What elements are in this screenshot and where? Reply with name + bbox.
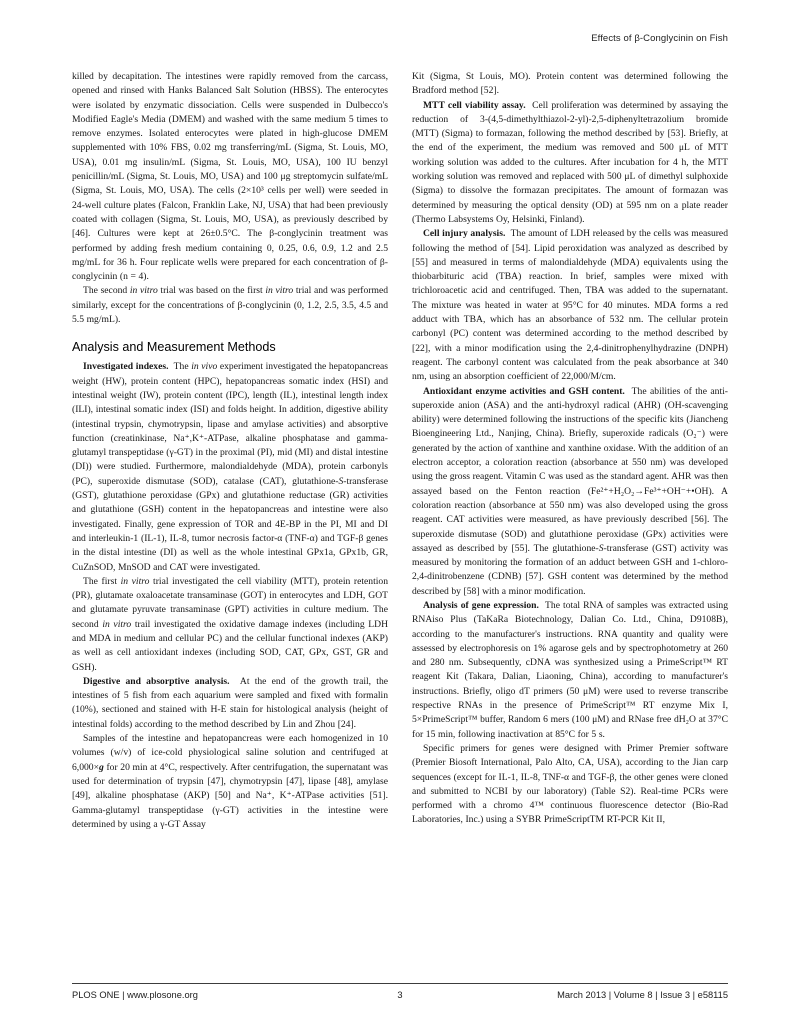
text-run: Antioxidant enzyme activities and GSH content. xyxy=(423,385,625,397)
paragraph xyxy=(72,284,388,327)
running-head: Effects of β-Conglycinin on Fish xyxy=(591,33,728,44)
paragraph xyxy=(412,742,728,828)
text-run: trial investigated the cell viability (MTT), protein retention (PR), glutamate oxaloacetate transaminase (GOT) in enterocytes and LDH, GOT and glutamate pyruvate transaminase (GPT) activities in culture medium. The second xyxy=(72,575,388,630)
text-run: killed by decapitation. The intestines were rapidly removed from the carcass, opened and rinsed with Hanks Balanced Salt Solution (HBSS). The enterocytes were isolated by enzymatic dissociation. Cells were suspended in Dulbecco's Modified Eagle's Media (DMEM) and washed with the same medium 5 times to remove enzymes. Isolated enterocytes were plated in high-glucose DMEM supplemented with 10% FBS, 0.02 mg transferring/mL (Sigma, St. Louis, MO, USA), 0.01 mg insulin/mL (Sigma, St. Louis, MO, USA), 100 IU benzyl penicillin/mL (Sigma, St. Louis, MO, USA) and 100 μg streptomycin sulfate/mL (Sigma, St. Louis, MO, USA). The cells (2×10³ cells per well) were seeded in 24-well culture plates (Falcon, Franklin Lake, NJ, USA) that had been previously coated with collagen (Sigma, St. Louis, MO, USA), as previously described by [46]. Cultures were kept at 26±0.5°C. The β-conglycinin treatment was performed by adding fresh medium containing 0, 0.25, 0.6, 0.9, 1.2 and 2.5 mg/mL for 36 h. Four replicate wells were prepared for each concentration of β-conglycinin (n = 4). xyxy=(72,71,388,283)
paragraph xyxy=(72,575,388,675)
paragraph xyxy=(72,675,388,732)
text-run: The total RNA of samples was extracted using RNAiso Plus (TaKaRa Biotechnology, Dalian Co. Ltd., China, D9108B), according to the manufacturer's instructions. RNA quantity and quality were assessed by electrophoresis on 1% agarose gels and by spectrophotometry at 260 and 280 nm. Subsequently, cDNA was synthesized using a PrimeScript™ RT reagent Kit (Takara, Dalian, Liaoning, China), according to manufacturer's instructions. Briefly, oligo dT primers (50 μM) were used to reverse transcribe respective RNAs in the presence of PrimeScript™ RT enzyme Mix I, 5×PrimeScript™ buffer, Random 6 mers (100 μM) and RNase free dH₂O at 37°C for 15 min, following inactivation at 85°C for 5 s. xyxy=(412,599,728,740)
footer-page-number: 3 xyxy=(397,990,403,1000)
text-run: in vitro xyxy=(102,618,132,630)
page-footer xyxy=(72,983,728,1000)
text-run: Specific primers for genes were designed with Primer Premier software (Premier Biosoft International, Palo Alto, CA, USA), according to the Jian carp sequences (except for IL-1, IL-8, TNF-α and TGF-β, the other genes were cloned and submitted to NCBI by our laboratory) (Table S2). Real-time PCRs were performed with a chromo 4™ continuous fluorescence detector (Bio-Rad Laboratories, Inc.) using a SYBR PrimeScriptTM RT-PCR Kit II, xyxy=(412,742,728,826)
text-run: trial and was performed similarly, except for the concentrations of β-conglycinin (0, 1.2, 2.5, 3.5, 4.5 and 5.5 mg/mL). xyxy=(72,285,389,326)
paragraph xyxy=(72,360,388,574)
paragraph xyxy=(72,70,388,284)
text-run: At the end of the growth trail, the intestines of 5 fish from each aquarium were sampled and fixed with formalin (10%), sectioned and stained with H-E stain for histological analysis (height of intestinal folds) according to the method described by Lin and Zhou [24]. xyxy=(72,675,389,730)
text-run: in vitro xyxy=(129,285,158,297)
left-column xyxy=(72,70,388,832)
text-run: Digestive and absorptive analysis. xyxy=(83,675,230,687)
text-run: The xyxy=(168,361,192,373)
text-run: trail investigated the oxidative damage indexes (including LDH and MDA in medium and cellular PC) and the cellular functional indexes (AKP) as well as cell antioxidant indexes (including SOD, CAT, GPx, GST, GR and GSH). xyxy=(72,618,388,673)
footer-issue-info: March 2013 | Volume 8 | Issue 3 | e58115 xyxy=(557,990,729,1000)
text-run: The abilities of the anti-superoxide anion (ASA) and the anti-hydroxyl radical (AHR) (OH-scavenging ability) were determined following the instructions of the specific kits (Jiancheng Bioengineering Ltd., Nanjing, China). Briefly, superoxide radicals (O₂⁻) were generated by the action of xanthine and xanthine oxidase. With the addition of an electron acceptor, a coloration reaction (absorbance at 550 nm) was developed using the gross reagent. Vitamin C was used as the standard agent. AHR was then assayed based on the Fenton reaction (Fe²⁺+H₂O₂→Fe³⁺+OH⁻+•OH). A coloration reaction (absorbance at 550 nm) was also developed using the gross reagent. CAT activities were measured, as have previously described [56]. The superoxide dismutase (SOD) and glutathione peroxidase (GPx) activities were assayed as described by [55]. The glutathione- xyxy=(412,385,728,554)
text-run: Samples of the intestine and hepatopancreas were each homogenized in 10 volumes (w/v) of ice-cold physiological saline solution and centrifuged at 6,000× xyxy=(72,733,388,773)
text-run: Kit (Sigma, St Louis, MO). Protein content was determined following the Bradford method [52]. xyxy=(412,71,728,97)
right-column xyxy=(412,70,728,832)
paragraph xyxy=(72,732,388,832)
paragraph xyxy=(412,599,728,742)
text-run: in vivo xyxy=(191,361,218,373)
paragraph xyxy=(412,227,728,384)
footer-journal: PLOS ONE | www.plosone.org xyxy=(72,990,198,1000)
text-run: in vitro xyxy=(120,575,150,587)
text-run: trial was based on the first xyxy=(157,285,266,297)
text-run: Cell injury analysis. xyxy=(423,228,506,240)
body-columns xyxy=(72,70,728,832)
text-run: -transferase (GST) activity was measured by monitoring the formation of an adduct between GSH and 1-chloro-2,4-dinitrobenzene (CDNB) [57]. GSH content was determined by the method described by [58] with a minor modification. xyxy=(412,542,728,597)
text-run: Cell proliferation was determined by assaying the reduction of 3-(4,5-dimethylthiazol-2-yl)-2,5-diphenyltetrazolium bromide (MTT) (Sigma) to formazan, following the method described by [53]. Briefly, at the end of the experiment, the medium was removed and 500 μL of MTT working solution was added to the cultures. After incubation for 4 h, the MTT working solution was removed and replaced with 500 μL of dimethyl sulphoxide (Sigma) to dissolve the formazan precipitates. The amount of formazan was determined by measuring the optical density (OD) at 595 nm on a plate reader (Thermo Labsystems Oy, Helsinki, Finland). xyxy=(412,99,729,225)
text-run: The second xyxy=(83,285,130,297)
paragraph xyxy=(412,385,728,599)
paragraph xyxy=(412,70,728,99)
text-run: S xyxy=(598,542,604,554)
text-run: MTT cell viability assay. xyxy=(423,99,526,111)
text-run: Analysis of gene expression. xyxy=(423,599,539,611)
text-run: S xyxy=(338,475,344,487)
text-run: in vitro xyxy=(265,285,294,297)
text-run: experiment investigated the hepatopancreas weight (HW), protein content (HPC), hepatopancreas somatic index (HSI) and intestinal weight (IW), protein content (IPC), length (IL), intestinal length index (ILI), intestinal somatic index (ISI) and folds height. In addition, digestive ability (intestinal trypsin, chymotrypsin, lipase and amylase activities) and absorptive function (creatinkinase, Na⁺,K⁺-ATPase, alkaline phosphatase and gamma-glutamyl transpeptidase (γ-GT) in the proximal (PI), mid (MI) and distal intestine (DI)) were studied. Furthermore, malondialdehyde (MDA), protein carbonyls (PC), superoxide dismutase (SOD), catalase (CAT), glutathione- xyxy=(72,361,389,487)
text-run: -transferase (GST), glutathione peroxidase (GPx) and glutathione reductase (GR) activities and glutathione (GSH) content in the hepatopancreas and intestine were also investigated. Finally, gene expression of TOR and 4E-BP in the PI, MI and DI and interleukin-1 (IL-1), IL-8, tumor necrosis factor-α (TNF-α) and TGF-β genes in the distal intestine (DI) as well as the whole intestinal GPx1a, GPx1b, GR, CuZnSOD, MnSOD and CAT were investigated. xyxy=(72,475,388,573)
text-run: The first xyxy=(83,575,121,587)
text-run: g xyxy=(99,761,104,773)
text-run: for 20 min at 4°C, respectively. After centrifugation, the supernatant was used for determination of trypsin [47], chymotrypsin [47], lipase [48], amylase [49], alkaline phosphatase (AKP) [50] and Na⁺, K⁺-ATPase activities [51]. Gamma-glutamyl transpeptidase (γ-GT) activities in the intestine were determined by using a γ-GT Assay xyxy=(72,761,388,830)
section-heading: Analysis and Measurement Methods xyxy=(72,340,276,355)
text-run: Investigated indexes. xyxy=(83,361,169,373)
paragraph xyxy=(412,99,728,228)
text-run: The amount of LDH released by the cells was measured following the method of [54]. Lipid peroxidation was analyzed as described by [55] and measured in terms of malondialdehyde (MDA) equivalents using the thiobarbituric acid (TBA) reaction. In brief, samples were mixed with trichloroacetic acid and centrifuged. Then, TBA was added to the supernatant. The mixture was heated in water at 95°C for 40 minutes. MDA forms a red adduct with TBA, which has an absorbance of 532 nm. The cellular protein carbonyl (PC) content was determined according to the method described by [22], with a minor modification using the 2,4-dinitrophenylhydrazine (DNPH) reagent. The carbonyl content was calculated from the peak absorbance at 340 nm, using an absorption coefficient of 22,000/M/cm. xyxy=(412,228,728,383)
